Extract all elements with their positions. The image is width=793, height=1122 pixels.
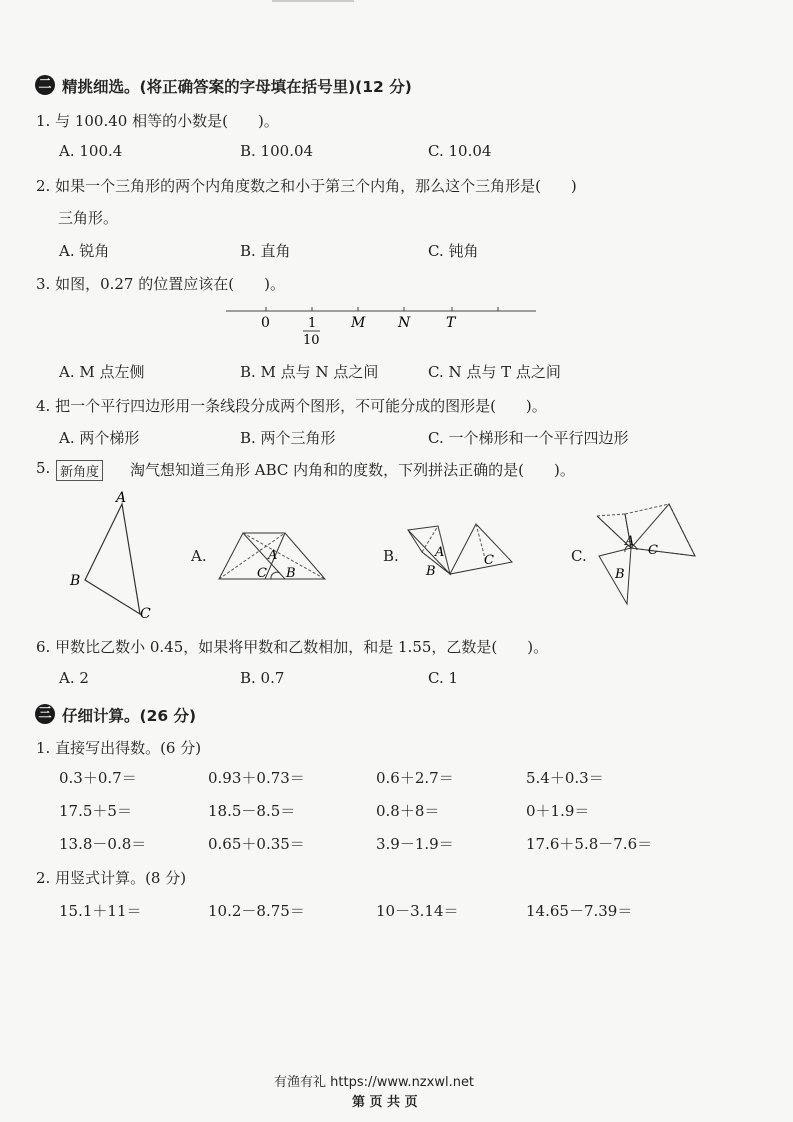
tick-label-m: M	[351, 315, 366, 331]
vertex-c-label: C	[140, 606, 151, 622]
calc-item: 0.3＋0.7＝	[59, 769, 137, 787]
q1-option-b: B. 100.04	[240, 142, 314, 160]
q5-option-b-figure	[402, 518, 517, 583]
q4-text: 4. 把一个平行四边形用一条线段分成两个图形，不可能分成的图形是( )。	[36, 397, 547, 415]
q1-text: 1. 与 100.40 相等的小数是( )。	[36, 112, 279, 130]
calc-item: 17.6＋5.8－7.6＝	[526, 835, 653, 853]
q4-option-b: B. 两个三角形	[240, 429, 336, 447]
q3-option-b: B. M 点与 N 点之间	[240, 363, 379, 381]
q2-option-a: A. 锐角	[59, 242, 110, 260]
q3-text: 3. 如图，0.27 的位置应该在( )。	[36, 275, 285, 293]
q6-option-c: C. 1	[428, 669, 459, 687]
calc-part2-title: 2. 用竖式计算。(8 分)	[36, 869, 187, 887]
vertical-calc-item: 10－3.14＝	[376, 902, 459, 920]
calc-item: 3.9－1.9＝	[376, 835, 454, 853]
q1-option-c: C. 10.04	[428, 142, 492, 160]
opt-c-vertex-c: C	[648, 543, 658, 558]
opt-b-vertex-a: A	[435, 545, 445, 560]
opt-b-vertex-c: C	[484, 553, 494, 568]
calc-part1-title: 1. 直接写出得数。(6 分)	[36, 739, 202, 757]
q6-text: 6. 甲数比乙数小 0.45，如果将甲数和乙数相加，和是 1.55，乙数是( )。	[36, 638, 549, 656]
footer-watermark: 有渔有礼 https://www.nzxwl.net	[274, 1075, 475, 1090]
triangle-abc-figure	[60, 490, 170, 625]
q2-text: 2. 如果一个三角形的两个内角度数之和小于第三个内角，那么这个三角形是( )	[36, 177, 577, 195]
section-3-title: 仔细计算。(26 分)	[62, 707, 197, 725]
calc-item: 17.5＋5＝	[59, 802, 132, 820]
footer-page-number: 第 页 共 页	[352, 1095, 418, 1110]
calc-item: 13.8－0.8＝	[59, 835, 147, 853]
q5-option-a-label: A.	[191, 547, 207, 565]
q2-text-cont: 三角形。	[58, 209, 119, 227]
vertex-a-label: A	[116, 490, 127, 506]
opt-c-vertex-a: A	[625, 534, 635, 549]
number-line	[220, 300, 550, 350]
opt-a-vertex-a: A	[268, 548, 278, 563]
q5-option-c-label: C.	[571, 547, 587, 565]
calc-item: 0.65＋0.35＝	[208, 835, 305, 853]
tick-label-frac-den: 10	[303, 333, 320, 348]
vertical-calc-item: 14.65－7.39＝	[526, 902, 633, 920]
calc-item: 5.4＋0.3＝	[526, 769, 604, 787]
section-2-title: 精挑细选。(将正确答案的字母填在括号里)(12 分)	[62, 78, 412, 96]
section-2-badge: 二	[35, 75, 55, 95]
section-3-badge: 三	[35, 704, 55, 724]
opt-c-vertex-b: B	[615, 567, 625, 582]
opt-b-vertex-b: B	[426, 564, 436, 579]
opt-a-vertex-c: C	[257, 566, 267, 581]
q3-option-c: C. N 点与 T 点之间	[428, 363, 561, 381]
q4-option-a: A. 两个梯形	[59, 429, 140, 447]
tick-label-t: T	[446, 315, 456, 331]
tick-label-n: N	[398, 315, 411, 331]
scan-mark	[272, 0, 354, 2]
calc-item: 0.6＋2.7＝	[376, 769, 454, 787]
vertical-calc-item: 15.1＋11＝	[59, 902, 142, 920]
q4-option-c: C. 一个梯形和一个平行四边形	[428, 429, 629, 447]
q5-option-c-figure	[595, 500, 700, 610]
q3-option-a: A. M 点左侧	[59, 363, 145, 381]
calc-item: 0.93＋0.73＝	[208, 769, 305, 787]
q6-option-b: B. 0.7	[240, 669, 285, 687]
calc-item: 18.5－8.5＝	[208, 802, 296, 820]
q5-option-b-label: B.	[383, 547, 399, 565]
q2-option-b: B. 直角	[240, 242, 291, 260]
calc-item: 0＋1.9＝	[526, 802, 590, 820]
vertical-calc-item: 10.2－8.75＝	[208, 902, 305, 920]
q2-option-c: C. 钝角	[428, 242, 479, 260]
q5-text: 淘气想知道三角形 ABC 内角和的度数，下列拼法正确的是( )。	[130, 461, 575, 479]
q6-option-a: A. 2	[59, 669, 89, 687]
calc-item: 0.8＋8＝	[376, 802, 440, 820]
vertex-b-label: B	[70, 573, 81, 589]
tick-label-0: 0	[261, 315, 270, 331]
q5-option-a-figure	[215, 525, 335, 585]
opt-a-vertex-b: B	[286, 566, 296, 581]
q5-new-angle-tag: 新角度	[56, 460, 103, 481]
q5-number: 5.	[36, 459, 51, 477]
q1-option-a: A. 100.4	[59, 142, 123, 160]
tick-label-frac-num: 1	[308, 316, 317, 331]
